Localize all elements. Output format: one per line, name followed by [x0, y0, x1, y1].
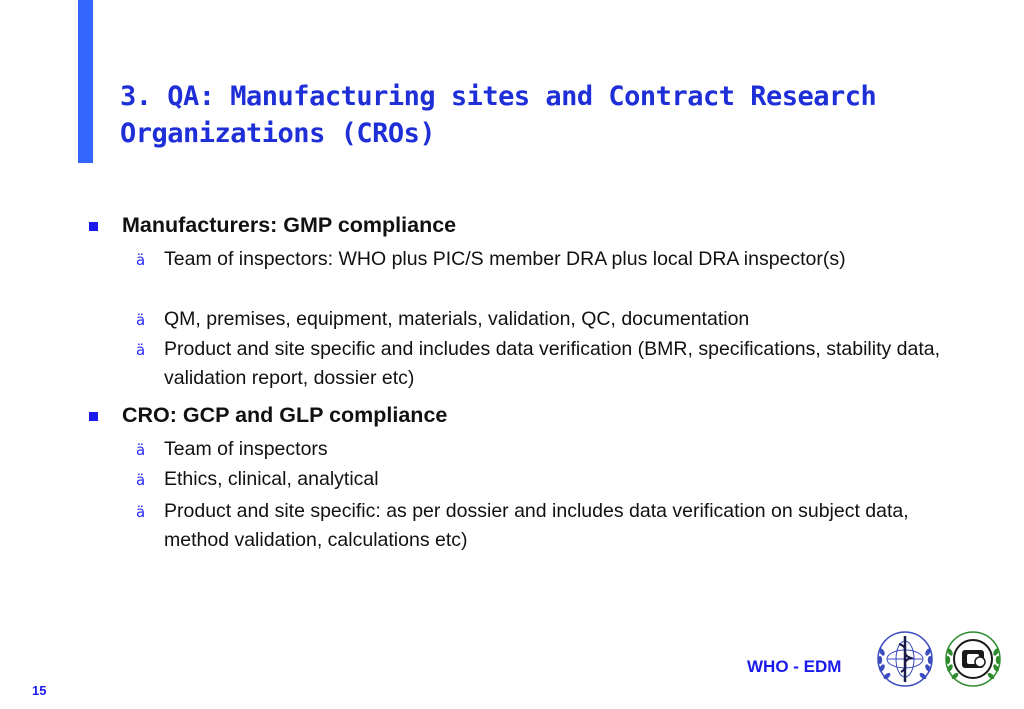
edm-emblem-icon	[942, 628, 1004, 690]
section-heading-manufacturers: Manufacturers: GMP compliance	[122, 213, 457, 237]
slide-title-line-2: Organizations (CROs)	[120, 118, 436, 149]
sub-bullet-icon: ä	[136, 251, 146, 269]
bullet-square-icon	[89, 412, 98, 421]
who-emblem-icon	[874, 628, 936, 690]
list-item: Product and site specific: as per dossier and includes data verification on subject data, method validation, calculations etc)	[164, 500, 909, 551]
sub-bullet-icon: ä	[136, 341, 146, 359]
bullet-square-icon	[89, 222, 98, 231]
title-accent-bar	[78, 0, 93, 163]
footer-label: WHO - EDM	[747, 657, 842, 676]
sub-bullet-icon: ä	[136, 471, 146, 489]
section-heading-cro: CRO: GCP and GLP compliance	[122, 403, 448, 427]
list-item: Team of inspectors	[164, 438, 328, 460]
slide-title-line-1: 3. QA: Manufacturing sites and Contract Research	[120, 81, 877, 112]
slide-title	[120, 78, 980, 152]
page-number: 15	[32, 683, 47, 698]
list-item: Product and site specific and includes data verification (BMR, specifications, stability data, validation report, dossier etc)	[164, 338, 941, 389]
list-item: Ethics, clinical, analytical	[164, 468, 379, 490]
sub-bullet-icon: ä	[136, 441, 146, 459]
list-item: QM, premises, equipment, materials, validation, QC, documentation	[164, 308, 750, 330]
list-item: Team of inspectors: WHO plus PIC/S member DRA plus local DRA inspector(s)	[164, 248, 846, 270]
sub-bullet-icon: ä	[136, 311, 146, 329]
sub-bullet-icon: ä	[136, 503, 146, 521]
